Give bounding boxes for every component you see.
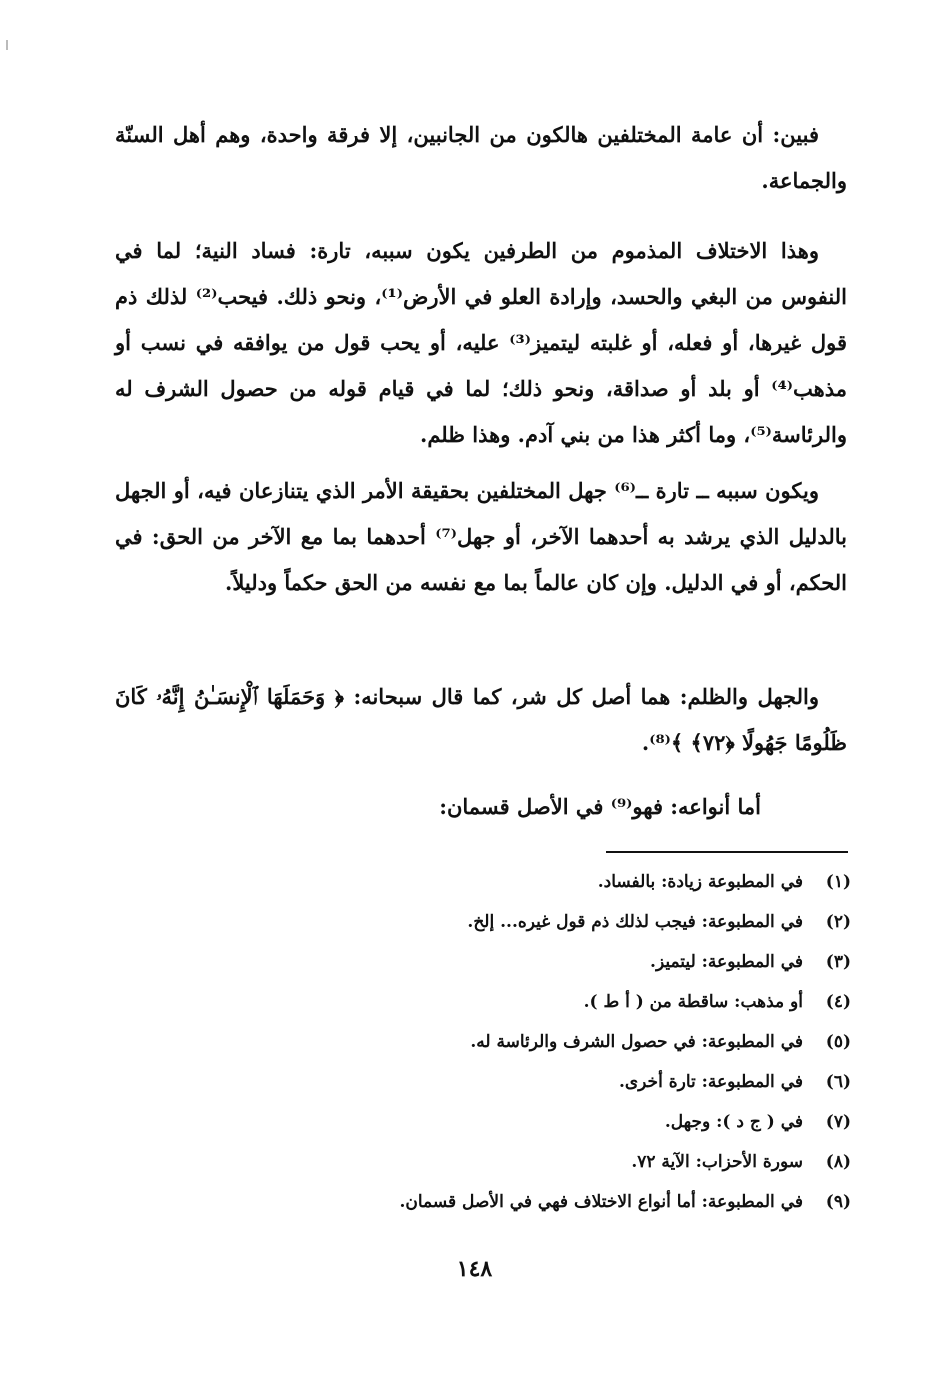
footnote-number: (٨) (825, 1152, 851, 1172)
footnote-number: (٤) (825, 992, 851, 1012)
footnote-text: في المطبوعة: في حصول الشرف والرئاسة له. (470, 1032, 803, 1052)
footnote-number: (٥) (825, 1032, 851, 1052)
paragraph-4 (115, 674, 847, 766)
footnote-separator (606, 851, 848, 853)
footnote-text: في المطبوعة: ليتميز. (650, 952, 803, 972)
paragraph-2 (115, 228, 847, 458)
footnote-5 (291, 1022, 851, 1062)
footnote-number: (٧) (825, 1112, 851, 1132)
footnote-3 (291, 942, 851, 982)
footnote-number: (١) (825, 872, 851, 892)
footnote-6 (291, 1062, 851, 1102)
footnote-text: أو مذهب: ساقطة من ( أ ط ). (583, 992, 803, 1012)
footnote-text: في المطبوعة: تارة أخرى. (618, 1072, 803, 1092)
footnote-7 (291, 1102, 851, 1142)
footnote-2 (291, 902, 851, 942)
footnote-9 (291, 1182, 851, 1222)
paragraph-5-text: أما أنواعه: فهو⁽⁹⁾ في الأصل قسمان: (439, 794, 761, 819)
footnote-text: في المطبوعة زيادة: بالفساد. (597, 872, 803, 892)
footnote-1 (291, 862, 851, 902)
footnote-number: (٦) (825, 1072, 851, 1092)
footnote-4 (291, 982, 851, 1022)
paragraph-3-text: ويكون سببه ــ تارة ــ⁽⁶⁾ جهل المختلفين بحقيقة الأمر الذي يتنازعان فيه، أو الجهل بالدليل الذي يرشد به أحدهما الآخر، أو جهل⁽⁷⁾ أحدهما بما مع الآخر من الحق: في الحكم، أو في الدليل. وإن كان عالماً بما مع نفسه من الحق حكماً ودليلاً. (115, 478, 847, 595)
paragraph-1-text: فبين: أن عامة المختلفين هالكون من الجانبين، إلا فرقة واحدة، وهم أهل السنّة والجماعة. (115, 122, 847, 193)
footnote-number: (٩) (825, 1192, 851, 1212)
footnote-text: في المطبوعة: فيجب لذلك ذم قول غيره... إلخ. (467, 912, 803, 932)
footnote-8 (291, 1142, 851, 1182)
footnote-number: (٣) (825, 952, 851, 972)
paragraph-3 (115, 468, 847, 606)
paragraph-5 (115, 784, 789, 830)
paragraph-2-text: وهذا الاختلاف المذموم من الطرفين يكون سببه، تارة: فساد النية؛ لما في النفوس من البغي والحسد، وإرادة العلو في الأرض⁽¹⁾، ونحو ذلك. فيحب⁽²⁾ لذلك ذم قول غيرها، أو فعله، أو غلبته ليتميز⁽³⁾ عليه، أو يحب قول من يوافقه في نسب أو مذهب⁽⁴⁾ أو بلد أو صداقة، ونحو ذلك؛ لما في قيام قوله من حصول الشرف له والرئاسة⁽⁵⁾، وما أكثر هذا من بني آدم. وهذا ظلم. (115, 238, 848, 447)
paragraph-4-text: والجهل والظلم: هما أصل كل شر، كما قال سبحانه: ﴿ وَحَمَلَهَا ٱلْإِنسَـٰنُ إِنَّهُۥ كَانَ ظَلُومًا جَهُولًا ﴿٧٢﴾ ﴾⁽⁸⁾. (115, 684, 847, 755)
footnote-text: في ( ج د ): وجهل. (664, 1112, 803, 1132)
paragraph-1 (115, 112, 847, 204)
footnote-text: سورة الأحزاب: الآية ٧٢. (631, 1152, 803, 1172)
footnote-number: (٢) (825, 912, 851, 932)
footnote-text: في المطبوعة: أما أنواع الاختلاف فهي في الأصل قسمان. (399, 1192, 803, 1212)
page-edge-mark (6, 40, 8, 50)
page-number: ١٤٨ (456, 1256, 493, 1282)
